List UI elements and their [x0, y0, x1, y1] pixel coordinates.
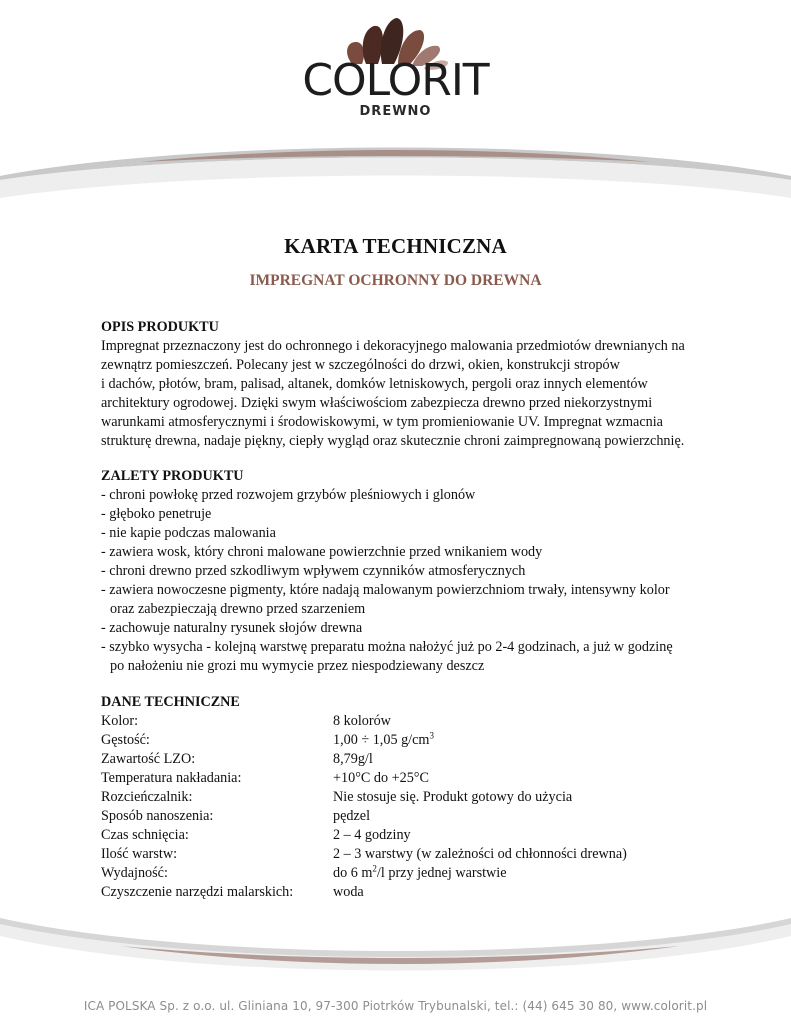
section-heading: DANE TECHNICZNE — [101, 694, 240, 710]
row-value: 1,00 ÷ 1,05 $g/cm^3$ — [333, 730, 434, 748]
table-row — [101, 883, 627, 902]
row-label: Czyszczenie narzędzi malarskich: — [101, 884, 294, 900]
section-advantages — [101, 467, 701, 676]
decorative-swoosh-bottom — [0, 906, 791, 991]
list-item — [101, 619, 701, 638]
row-label: Wydajność: — [101, 865, 168, 881]
brand-logo — [0, 0, 791, 125]
row-label: Sposób nanoszenia: — [101, 808, 214, 824]
row-value: do 6 $m^2/l$ przy jednej warstwie — [333, 863, 507, 881]
section-heading: OPIS PRODUKTU — [101, 319, 219, 335]
row-value: 8 kolorów — [333, 713, 391, 729]
list-item-text: - szybko wysycha - kolejną warstwę preparatu można nałożyć już po 2-4 godzinach, a już w godzinę — [101, 639, 673, 655]
list-item — [101, 562, 701, 581]
decorative-swoosh-top — [0, 128, 791, 198]
row-label: Czas schnięcia: — [101, 827, 189, 843]
document-title: KARTA TECHNICZNA — [284, 234, 507, 258]
table-row — [101, 712, 627, 731]
row-value: Nie stosuje się. Produkt gotowy do użycia — [333, 789, 573, 805]
table-row — [101, 807, 627, 826]
footer-contact: ICA POLSKA Sp. z o.o. ul. Gliniana 10, 97-300 Piotrków Trybunalski, tel.: (44) 645 30 80, www.colorit.pl — [83, 999, 708, 1013]
table-row — [101, 769, 627, 788]
section-technical-data — [101, 693, 701, 902]
table-row — [101, 788, 627, 807]
section-description — [101, 318, 701, 451]
row-label: Temperatura nakładania: — [101, 770, 242, 786]
description-line: i dachów, płotów, bram, palisad, altanek, domków letniskowych, pergoli oraz innych elementów — [101, 376, 648, 392]
row-label: Rozcieńczalnik: — [101, 789, 193, 805]
list-item-text: - chroni drewno przed szkodliwym wpływem czynników atmosferycznych — [101, 563, 526, 579]
row-value: woda — [333, 884, 364, 900]
table-row — [101, 826, 627, 845]
table-row — [101, 750, 627, 769]
list-item — [101, 486, 701, 505]
row-label: Gęstość: — [101, 732, 150, 748]
description-line: architektury ogrodowej. Dzięki swym właściwościom zabezpiecza drewno przed niekorzystnymi — [101, 395, 653, 411]
list-item-text: - zawiera nowoczesne pigmenty, które nadają malowanym powierzchniom trwały, intensywny kolor — [101, 582, 670, 598]
row-value: 8,79g/l — [333, 751, 373, 767]
list-item-text: - zachowuje naturalny rysunek słojów drewna — [101, 620, 363, 636]
document-subtitle: IMPREGNAT OCHRONNY DO DREWNA — [249, 272, 542, 289]
description-line: Impregnat przeznaczony jest do ochronnego i dekoracyjnego malowania przedmiotów drewnianych na — [101, 338, 685, 354]
table-row — [101, 864, 627, 883]
brand-sub: DREWNO — [359, 104, 432, 119]
section-heading: ZALETY PRODUKTU — [101, 468, 244, 484]
list-item-text: - chroni powłokę przed rozwojem grzybów pleśniowych i glonów — [101, 487, 476, 503]
row-value: 2 – 3 warstwy (w zależności od chłonności drewna) — [333, 846, 627, 862]
list-item-text: - zawiera wosk, który chroni malowane powierzchnie przed wnikaniem wody — [101, 544, 543, 560]
row-label: Ilość warstw: — [101, 846, 178, 862]
description-line: strukturę drewna, nadaje piękny, ciepły wygląd oraz skutecznie chroni zaimpregnowaną powierzchnię. — [101, 433, 685, 449]
list-item-continuation: po nałożeniu nie grozi mu wymycie przez niespodziewany deszcz — [110, 658, 485, 674]
advantages-list — [101, 486, 701, 676]
superscript: 2 — [372, 863, 377, 874]
list-item — [101, 505, 701, 524]
row-value: 2 – 4 godziny — [333, 827, 411, 843]
description-line: zewnątrz pomieszczeń. Polecany jest w szczególności do drzwi, okien, konstrukcji stropów — [101, 357, 620, 373]
list-item-text: - nie kapie podczas malowania — [101, 525, 276, 541]
row-label: Zawartość LZO: — [101, 751, 196, 767]
list-item-continuation: oraz zabezpieczają drewno przed szarzeniem — [110, 601, 366, 617]
row-value: +10°C do +25°C — [333, 770, 429, 786]
technical-data-table — [101, 712, 627, 902]
list-item — [101, 581, 701, 619]
list-item — [101, 543, 701, 562]
list-item — [101, 638, 701, 676]
description-line: warunkami atmosferycznymi i środowiskowymi, w tym promieniowanie UV. Impregnat wzmacnia — [101, 414, 663, 430]
brand-name: COLORIT — [302, 55, 489, 106]
table-row — [101, 845, 627, 864]
table-row — [101, 731, 627, 750]
row-value: pędzel — [333, 808, 371, 824]
list-item — [101, 524, 701, 543]
row-label: Kolor: — [101, 713, 139, 729]
superscript: 3 — [429, 730, 434, 741]
list-item-text: - głęboko penetruje — [101, 506, 212, 522]
